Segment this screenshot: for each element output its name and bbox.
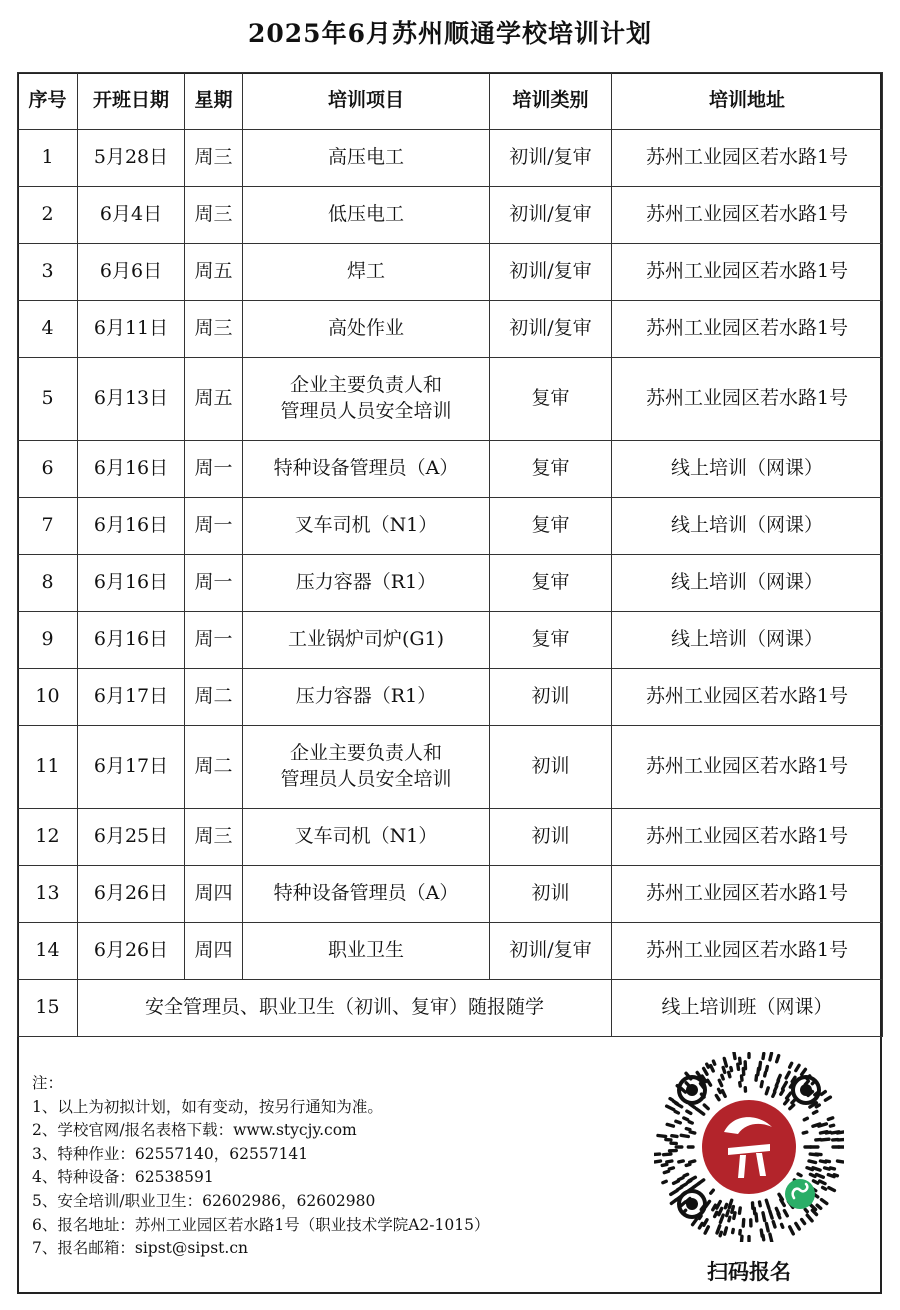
cell-start-date: 6月4日 <box>78 187 185 244</box>
cell-project: 职业卫生 <box>243 923 490 980</box>
table-row <box>18 244 883 301</box>
qr-dot <box>667 1124 673 1126</box>
cell-weekday: 周一 <box>185 555 243 612</box>
qr-dot <box>734 1213 735 1219</box>
cell-project: 工业锅炉司炉(G1) <box>243 612 490 669</box>
qr-dot <box>790 1227 794 1234</box>
qr-dot <box>809 1161 816 1163</box>
qr-dot <box>741 1236 742 1242</box>
qr-dot <box>770 1053 772 1060</box>
cell-weekday: 周一 <box>185 441 243 498</box>
qr-dot <box>756 1214 757 1221</box>
cell-weekday: 周三 <box>185 809 243 866</box>
table-row <box>18 809 883 866</box>
qr-dot <box>823 1187 826 1189</box>
qr-dot <box>817 1205 821 1208</box>
qr-dot <box>802 1219 805 1223</box>
qr-dot <box>663 1181 666 1182</box>
qr-dot <box>770 1234 772 1242</box>
qr-dot <box>729 1200 731 1207</box>
cell-project: 焊工 <box>243 244 490 301</box>
note-line: 7、报名邮箱：sipst@sipst.cn <box>32 1239 248 1258</box>
table-row <box>18 923 883 980</box>
qr-dot <box>696 1109 699 1111</box>
cell-project: 压力容器（R1） <box>243 669 490 726</box>
qr-dot <box>838 1139 844 1140</box>
table-row <box>18 130 883 187</box>
qr-dot <box>790 1063 792 1067</box>
qr-dot <box>669 1168 673 1169</box>
qr-dot <box>796 1223 799 1229</box>
qr-dot <box>671 1191 677 1195</box>
cell-project: 叉车司机（N1） <box>243 498 490 555</box>
cell-weekday: 周二 <box>185 726 243 809</box>
qr-dot <box>763 1213 765 1221</box>
table-row <box>18 555 883 612</box>
qr-dot <box>763 1235 764 1239</box>
qr-dot <box>684 1174 688 1176</box>
qr-dot <box>821 1200 826 1204</box>
mini-program-disc <box>785 1179 815 1209</box>
mini-program-icon <box>785 1179 815 1209</box>
cell-start-date: 6月16日 <box>78 612 185 669</box>
table-row <box>18 866 883 923</box>
header-address: 培训地址 <box>612 73 883 130</box>
cell-category: 复审 <box>490 441 612 498</box>
qr-dot <box>792 1100 795 1103</box>
cell-start-date: 6月16日 <box>78 555 185 612</box>
qr-dot <box>686 1164 690 1165</box>
qr-dot <box>784 1211 787 1216</box>
header-number: 序号 <box>18 73 78 130</box>
qr-dot <box>655 1161 661 1162</box>
cell-number: 7 <box>18 498 78 555</box>
note-line: 1、以上为初拟计划，如有变动，按另行通知为准。 <box>32 1097 383 1116</box>
cell-start-date: 6月6日 <box>78 244 185 301</box>
cell-address: 苏州工业园区若水路1号 <box>612 866 883 923</box>
cell-project: 特种设备管理员（A） <box>243 441 490 498</box>
header-weekday: 星期 <box>185 73 243 130</box>
qr-dot <box>798 1174 801 1176</box>
cell-number: 3 <box>18 244 78 301</box>
cell-weekday: 周四 <box>185 923 243 980</box>
qr-dot <box>674 1101 677 1103</box>
cell-start-date: 6月25日 <box>78 809 185 866</box>
qr-dot <box>787 1093 791 1098</box>
qr-dot <box>783 1082 787 1088</box>
notes-section <box>32 1072 489 1261</box>
cell-start-date: 6月13日 <box>78 358 185 441</box>
table-row <box>18 441 883 498</box>
cell-number: 11 <box>18 726 78 809</box>
qr-dot <box>837 1132 843 1133</box>
qr-dot <box>670 1099 673 1101</box>
qr-dot <box>816 1105 819 1107</box>
qr-dot <box>763 1053 764 1058</box>
qr-dot <box>700 1112 703 1114</box>
table-header-row <box>18 73 883 130</box>
note-line: 2、学校官网/报名表格下载：www.stycjy.com <box>32 1121 357 1140</box>
qr-dot <box>705 1227 708 1233</box>
cell-category: 初训/复审 <box>490 187 612 244</box>
cell-number: 9 <box>18 612 78 669</box>
qr-dot <box>722 1075 723 1079</box>
qr-dot <box>773 1092 775 1096</box>
qr-dot <box>713 1205 716 1210</box>
cell-start-date: 6月26日 <box>78 923 185 980</box>
qr-dot <box>790 1105 794 1109</box>
qr-dot <box>707 1064 709 1067</box>
cell-category: 初训/复审 <box>490 130 612 187</box>
qr-dot <box>724 1058 726 1066</box>
qr-dot <box>828 1118 832 1120</box>
qr-dot <box>719 1089 721 1092</box>
cell-category: 初训 <box>490 866 612 923</box>
qr-dot <box>699 1223 702 1228</box>
qr-dot <box>796 1065 799 1070</box>
header-category: 培训类别 <box>490 73 612 130</box>
qr-dot <box>738 1064 739 1069</box>
table-row <box>18 358 883 441</box>
qr-dot <box>664 1171 668 1172</box>
qr-dot <box>834 1175 837 1176</box>
qr-dot <box>777 1056 779 1062</box>
qr-dot <box>658 1136 666 1137</box>
qr-dot <box>686 1129 690 1130</box>
qr-caption: 扫码报名 <box>707 1259 791 1284</box>
qr-dot <box>675 1111 678 1113</box>
qr-dot <box>813 1181 817 1183</box>
cell-project: 企业主要负责人和 管理员人员安全培训 <box>243 358 490 441</box>
qr-dot <box>715 1212 717 1216</box>
cell-address: 线上培训班（网课） <box>612 980 883 1037</box>
qr-dot <box>713 1061 714 1064</box>
cell-category: 初训/复审 <box>490 923 612 980</box>
qr-dot <box>684 1118 688 1120</box>
qr-dot <box>720 1232 721 1235</box>
qr-dot <box>829 1188 835 1191</box>
cell-address: 苏州工业园区若水路1号 <box>612 726 883 809</box>
note-line: 4、特种设备：62538591 <box>32 1168 214 1187</box>
cell-start-date: 6月16日 <box>78 498 185 555</box>
qr-dot <box>773 1222 775 1227</box>
cell-project: 叉车司机（N1） <box>243 809 490 866</box>
cell-project: 企业主要负责人和 管理员人员安全培训 <box>243 726 490 809</box>
note-line: 6、报名地址：苏州工业园区若水路1号（职业技术学院A2-1015） <box>32 1215 490 1234</box>
qr-dot <box>719 1080 721 1085</box>
cell-address: 苏州工业园区若水路1号 <box>612 923 883 980</box>
qr-dot <box>674 1181 679 1183</box>
cell-weekday: 周四 <box>185 866 243 923</box>
cell-weekday: 周五 <box>185 358 243 441</box>
qr-dot <box>805 1209 807 1211</box>
cell-weekday: 周一 <box>185 612 243 669</box>
qr-dot <box>689 1122 692 1123</box>
qr-dot <box>693 1219 697 1224</box>
qr-dot <box>825 1097 830 1100</box>
cell-address: 苏州工业园区若水路1号 <box>612 244 883 301</box>
cell-address: 线上培训（网课） <box>612 441 883 498</box>
qr-dot <box>716 1095 719 1099</box>
cell-project: 低压电工 <box>243 187 490 244</box>
qr-dot <box>819 1124 827 1126</box>
cell-number: 13 <box>18 866 78 923</box>
header-start-date: 开班日期 <box>78 73 185 130</box>
cell-category: 初训/复审 <box>490 301 612 358</box>
qr-dot <box>785 1100 788 1104</box>
qr-dot <box>821 1092 825 1095</box>
qr-dot <box>681 1135 688 1136</box>
qr-dot <box>837 1161 843 1162</box>
qr-dot <box>816 1154 821 1155</box>
qr-dot <box>803 1132 807 1133</box>
cell-category: 初训/复审 <box>490 244 612 301</box>
cell-start-date: 5月28日 <box>78 130 185 187</box>
cell-project-merged: 安全管理员、职业卫生（初训、复审）随报随学 <box>78 980 612 1037</box>
qr-dot <box>727 1211 729 1216</box>
qr-code-icon[interactable] <box>654 1052 844 1242</box>
qr-dot <box>734 1052 735 1058</box>
qr-dot <box>820 1181 825 1184</box>
qr-dot <box>719 1208 722 1214</box>
qr-dot <box>765 1073 766 1076</box>
cell-number: 8 <box>18 555 78 612</box>
qr-dot <box>729 1072 730 1076</box>
qr-dot <box>826 1161 829 1162</box>
table-row <box>18 612 883 669</box>
qr-finder-dot <box>686 1084 698 1096</box>
qr-dot <box>662 1164 667 1165</box>
school-logo-icon <box>702 1100 796 1194</box>
qr-dot <box>778 1075 780 1080</box>
table-row <box>18 301 883 358</box>
cell-project: 高处作业 <box>243 301 490 358</box>
cell-weekday: 周三 <box>185 187 243 244</box>
cell-start-date: 6月26日 <box>78 866 185 923</box>
cell-number: 6 <box>18 441 78 498</box>
qr-dot <box>704 1220 707 1225</box>
cell-project: 压力容器（R1） <box>243 555 490 612</box>
qr-dot <box>766 1200 767 1204</box>
note-line: 3、特种作业：62557140，62557141 <box>32 1144 309 1163</box>
qr-dot <box>813 1168 820 1170</box>
cell-category: 复审 <box>490 358 612 441</box>
qr-dot <box>732 1207 734 1213</box>
qr-dot <box>679 1178 683 1180</box>
cell-category: 复审 <box>490 612 612 669</box>
table-row-final <box>18 980 883 1037</box>
qr-dot <box>810 1174 815 1176</box>
qr-finder-dot <box>686 1198 698 1210</box>
cell-number: 1 <box>18 130 78 187</box>
qr-dot <box>782 1224 783 1227</box>
qr-dot <box>786 1072 789 1078</box>
cell-number: 14 <box>18 923 78 980</box>
qr-dot <box>733 1230 734 1233</box>
qr-dot <box>704 1105 708 1109</box>
note-line: 5、安全培训/职业卫生：62602986，62602980 <box>32 1191 376 1210</box>
cell-weekday: 周一 <box>185 498 243 555</box>
notes-heading: 注： <box>32 1074 64 1092</box>
qr-dot <box>672 1136 677 1137</box>
cell-address: 线上培训（网课） <box>612 555 883 612</box>
qr-dot <box>711 1190 714 1193</box>
qr-dot <box>781 1090 783 1094</box>
qr-dot <box>722 1091 725 1097</box>
table-row <box>18 726 883 809</box>
cell-start-date: 6月16日 <box>78 441 185 498</box>
cell-number: 5 <box>18 358 78 441</box>
qr-dot <box>688 1181 691 1183</box>
cell-number: 4 <box>18 301 78 358</box>
training-schedule-table <box>17 72 883 1037</box>
qr-dot <box>825 1168 830 1169</box>
qr-finder-dot <box>800 1084 812 1096</box>
qr-dot <box>830 1168 834 1169</box>
cell-address: 线上培训（网课） <box>612 612 883 669</box>
cell-start-date: 6月11日 <box>78 301 185 358</box>
qr-dot <box>687 1111 691 1113</box>
cell-weekday: 周二 <box>185 669 243 726</box>
cell-address: 苏州工业园区若水路1号 <box>612 301 883 358</box>
qr-dot <box>766 1067 767 1071</box>
cell-category: 初训 <box>490 809 612 866</box>
qr-dot <box>826 1132 830 1133</box>
header-project: 培训项目 <box>243 73 490 130</box>
cell-address: 苏州工业园区若水路1号 <box>612 187 883 244</box>
cell-address: 苏州工业园区若水路1号 <box>612 358 883 441</box>
qr-dot <box>664 1154 671 1155</box>
qr-dot <box>766 1088 768 1094</box>
cell-project: 特种设备管理员（A） <box>243 866 490 923</box>
cell-category: 复审 <box>490 555 612 612</box>
qr-dot <box>807 1215 812 1221</box>
qr-dot <box>690 1132 695 1133</box>
qr-dot <box>690 1161 695 1162</box>
cell-number: 12 <box>18 809 78 866</box>
qr-dot <box>761 1082 762 1087</box>
qr-dot <box>740 1058 741 1063</box>
qr-dot <box>804 1118 807 1120</box>
cell-address: 苏州工业园区若水路1号 <box>612 669 883 726</box>
qr-dot <box>739 1208 740 1213</box>
qr-dot <box>679 1161 683 1162</box>
qr-dot <box>717 1226 720 1233</box>
qr-dot <box>802 1069 806 1074</box>
qr-dot <box>725 1204 726 1207</box>
cell-category: 初训 <box>490 726 612 809</box>
qr-dot <box>766 1223 768 1231</box>
qr-dot <box>725 1228 727 1234</box>
cell-address: 苏州工业园区若水路1号 <box>612 130 883 187</box>
qr-dot <box>667 1106 674 1110</box>
cell-address: 苏州工业园区若水路1号 <box>612 809 883 866</box>
qr-dot <box>717 1201 720 1208</box>
qr-dot <box>720 1215 723 1222</box>
qr-dot <box>708 1080 711 1085</box>
table-row <box>18 498 883 555</box>
qr-dot <box>654 1154 660 1155</box>
table-row <box>18 669 883 726</box>
qr-dot <box>676 1121 680 1123</box>
qr-dot <box>671 1200 676 1204</box>
qr-dot <box>760 1062 761 1069</box>
qr-dot <box>821 1139 829 1140</box>
cell-number: 10 <box>18 669 78 726</box>
qr-dot <box>729 1217 730 1221</box>
table-row <box>18 187 883 244</box>
cell-start-date: 6月17日 <box>78 669 185 726</box>
page-title: 2025年6月苏州顺通学校培训计划 <box>248 19 652 48</box>
qr-dot <box>768 1206 769 1209</box>
cell-category: 初训 <box>490 669 612 726</box>
cell-address: 线上培训（网课） <box>612 498 883 555</box>
cell-number: 2 <box>18 187 78 244</box>
cell-category: 复审 <box>490 498 612 555</box>
qr-dot <box>667 1161 672 1162</box>
cell-weekday: 周五 <box>185 244 243 301</box>
cell-project: 高压电工 <box>243 130 490 187</box>
qr-dot <box>830 1125 833 1126</box>
qr-dot <box>781 1200 784 1206</box>
cell-start-date: 6月17日 <box>78 726 185 809</box>
qr-dot <box>731 1068 732 1071</box>
qr-dot <box>770 1211 772 1218</box>
qr-dot <box>778 1214 780 1218</box>
qr-dot <box>723 1067 725 1072</box>
cell-number: 15 <box>18 980 78 1037</box>
qr-dot <box>759 1202 760 1206</box>
qr-dot <box>816 1174 823 1177</box>
qr-dot <box>704 1068 707 1074</box>
cell-weekday: 周三 <box>185 301 243 358</box>
cell-weekday: 周三 <box>185 130 243 187</box>
qr-dot <box>711 1066 714 1071</box>
qr-dot <box>813 1111 816 1113</box>
